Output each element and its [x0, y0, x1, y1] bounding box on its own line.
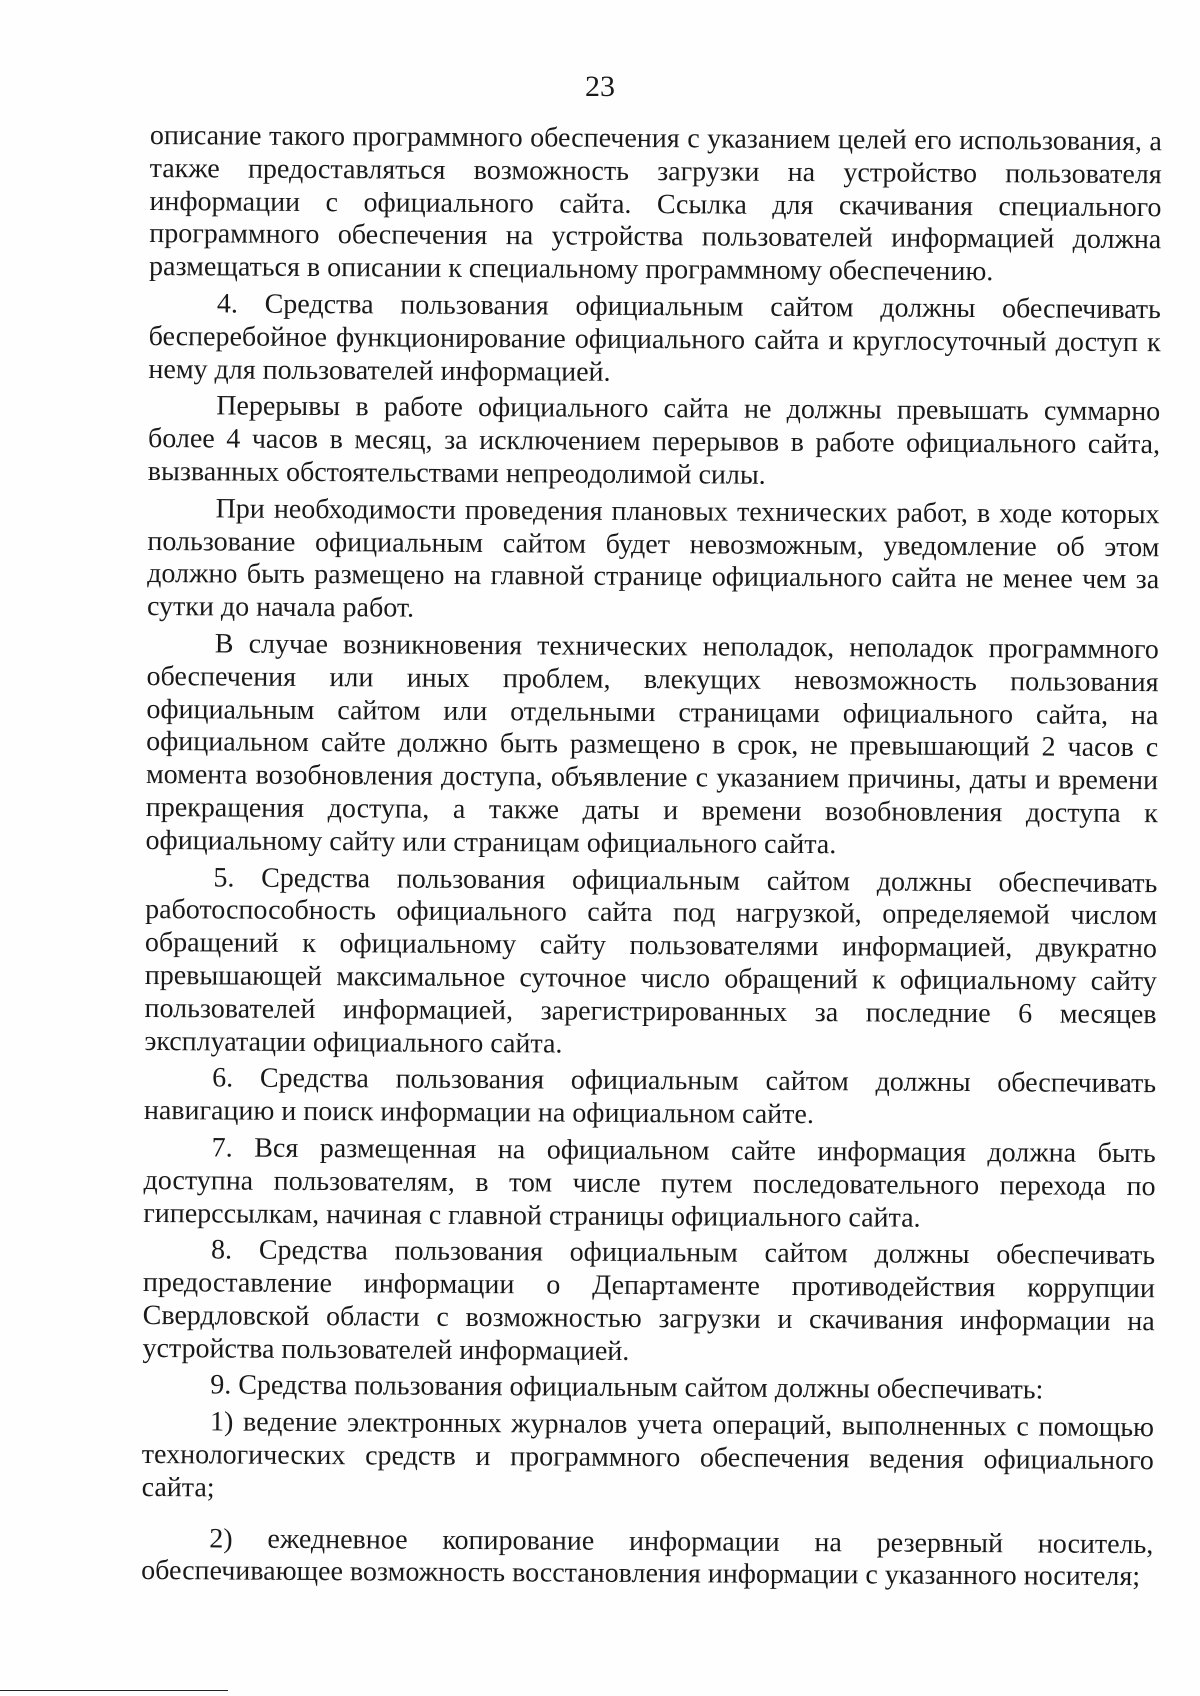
document-body — [141, 120, 1162, 1594]
paragraph-item-5: 5. Средства пользования официальным сайтом должны обеспечивать работоспособность официального сайта под нагрузкой, определяемой числом обращений к официальному сайту пользователями информацией, двукратно превышающей максимальное суточное число обращений к официальному сайту пользователей информацией, зарегистрированных за последние 6 месяцев эксплуатации официального сайта. — [144, 861, 1158, 1060]
page-number: 23 — [585, 70, 615, 103]
paragraph-item-6: 6. Средства пользования официальным сайтом должны обеспечивать навигацию и поиск информации на официальном сайте. — [143, 1062, 1157, 1131]
footnote-rule — [0, 1690, 228, 1691]
paragraph-planned-works: При необходимости проведения плановых технических работ, в ходе которых пользование официальным сайтом будет невозможным, уведомление об этом должно быть размещено на главной странице официального сайта не менее чем за сутки до начала работ. — [146, 493, 1160, 624]
paragraph-subitem-1: 1) ведение электронных журналов учета операций, выполненных с помощью технологических средств и программного обеспечения ведения официального сайта; — [141, 1406, 1155, 1504]
paragraph-item-8: 8. Средства пользования официальным сайтом должны обеспечивать предоставление информации о Департаменте противодействия коррупции Свердловской области с возможностью загрузки и скачивания информации на устройства пользователей информацией. — [142, 1234, 1156, 1367]
paragraph-item-7: 7. Вся размещенная на официальном сайте информация должна быть доступна пользователям, в том числе путем последовательного перехода по гиперссылкам, начиная с главной страницы официального сайта. — [143, 1132, 1156, 1234]
paragraph-technical-failures: В случае возникновения технических неполадок, неполадок программного обеспечения или иных проблем, влекущих невозможность пользования официальным сайтом или отдельными страницами официального сайта, на официальном сайте должно быть размещено в срок, не превышающий 2 часов с момента возобновления доступа, объявление с указанием причины, даты и времени прекращения доступа, а также даты и времени возобновления доступа к официальному сайту или страницам официального сайта. — [145, 628, 1159, 860]
paragraph-downtime-limit: Перерывы в работе официального сайта не должны превышать суммарно более 4 часов в месяц, за исключением перерывов в работе официального сайта, вызванных обстоятельствами непреодолимой силы. — [147, 390, 1161, 491]
paragraph-item-9: 9. Средства пользования официальным сайтом должны обеспечивать: — [210, 1369, 1044, 1406]
paragraph-item-4: 4. Средства пользования официальным сайтом должны обеспечивать бесперебойное функционирование официального сайта и круглосуточный доступ к нему для пользователей информацией. — [148, 288, 1161, 388]
paragraph-continuation: описание такого программного обеспечения с указанием целей его использования, а также предоставляться возможность загрузки на устройство пользователя информации с официального сайта. Ссылка для скачивания специального программного обеспечения на устройства пользователей информацией должна размещаться в описании к специальному программному обеспечению. — [149, 120, 1162, 288]
paragraph-subitem-2: 2) ежедневное копирование информации на резервный носитель, обеспечивающее возможность восстановления информации с указанного носителя; — [141, 1523, 1154, 1593]
